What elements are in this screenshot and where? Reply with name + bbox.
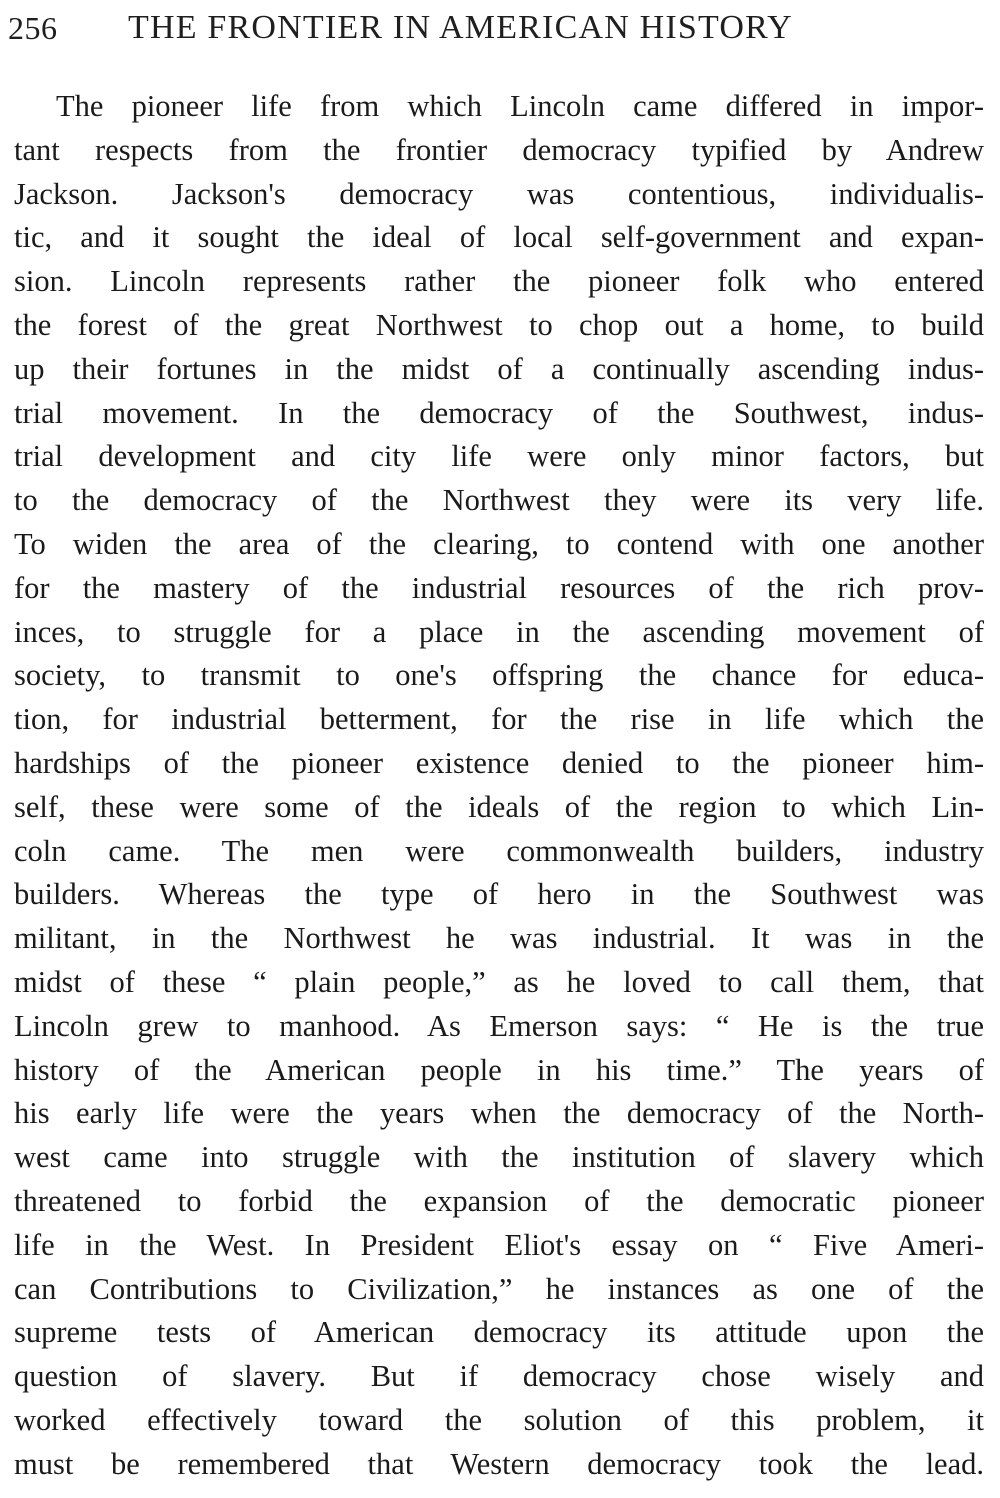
text-line: The pioneer life from which Lincoln came differed in impor- [56,89,984,123]
text-line: for the mastery of the industrial resources of the rich prov- [14,570,984,605]
text-line: tant respects from the frontier democracy typified by Andrew [14,132,984,167]
text-line: sion. Lincoln represents rather the pioneer folk who entered [14,264,984,299]
text-line: worked effectively toward the solution of this problem, it [14,1402,984,1437]
running-head: THE FRONTIER IN AMERICAN HISTORY [128,9,793,46]
text-line: supreme tests of American democracy its attitude upon the [14,1315,984,1350]
body-paragraph [14,85,984,1487]
page-number: 256 [8,9,58,46]
text-line: To widen the area of the clearing, to contend with one another [14,526,984,561]
text-line: Lincoln grew to manhood. As Emerson says: “ He is the true [14,1008,984,1043]
text-line: trial movement. In the democracy of the Southwest, indus- [14,395,984,430]
text-line: midst of these “ plain people,” as he loved to call them, that [14,964,984,999]
text-line: to the democracy of the Northwest they were its very life. [14,483,984,518]
text-line: tic, and it sought the ideal of local self-government and expan- [14,220,984,255]
text-line: question of slavery. But if democracy chose wisely and [14,1359,984,1394]
text-line: coln came. The men were commonwealth builders, industry [14,833,984,868]
text-line: can Contributions to Civilization,” he instances as one of the [14,1271,984,1306]
text-line: history of the American people in his time.” The years of [14,1052,984,1087]
text-line: west came into struggle with the institution of slavery which [14,1140,984,1175]
text-line: must be remembered that Western democracy took the lead. [14,1446,984,1481]
text-line: up their fortunes in the midst of a continually ascending indus- [14,351,984,386]
text-line: builders. Whereas the type of hero in the Southwest was [14,877,984,912]
text-line: inces, to struggle for a place in the ascending movement of [14,614,984,649]
text-line: his early life were the years when the democracy of the North- [14,1096,984,1131]
text-line: threatened to forbid the expansion of the democratic pioneer [14,1183,984,1218]
text-line: self, these were some of the ideals of the region to which Lin- [14,789,984,824]
text-line: militant, in the Northwest he was industrial. It was in the [14,921,984,956]
text-line: society, to transmit to one's offspring the chance for educa- [14,658,984,693]
text-line: hardships of the pioneer existence denied to the pioneer him- [14,745,984,780]
text-line: Jackson. Jackson's democracy was contentious, individualis- [14,176,984,211]
text-line: tion, for industrial betterment, for the rise in life which the [14,702,984,737]
text-line: trial development and city life were only minor factors, but [14,439,984,474]
page-header [8,6,988,50]
text-line: the forest of the great Northwest to chop out a home, to build [14,307,984,342]
text-line: life in the West. In President Eliot's essay on “ Five Ameri- [14,1227,984,1262]
